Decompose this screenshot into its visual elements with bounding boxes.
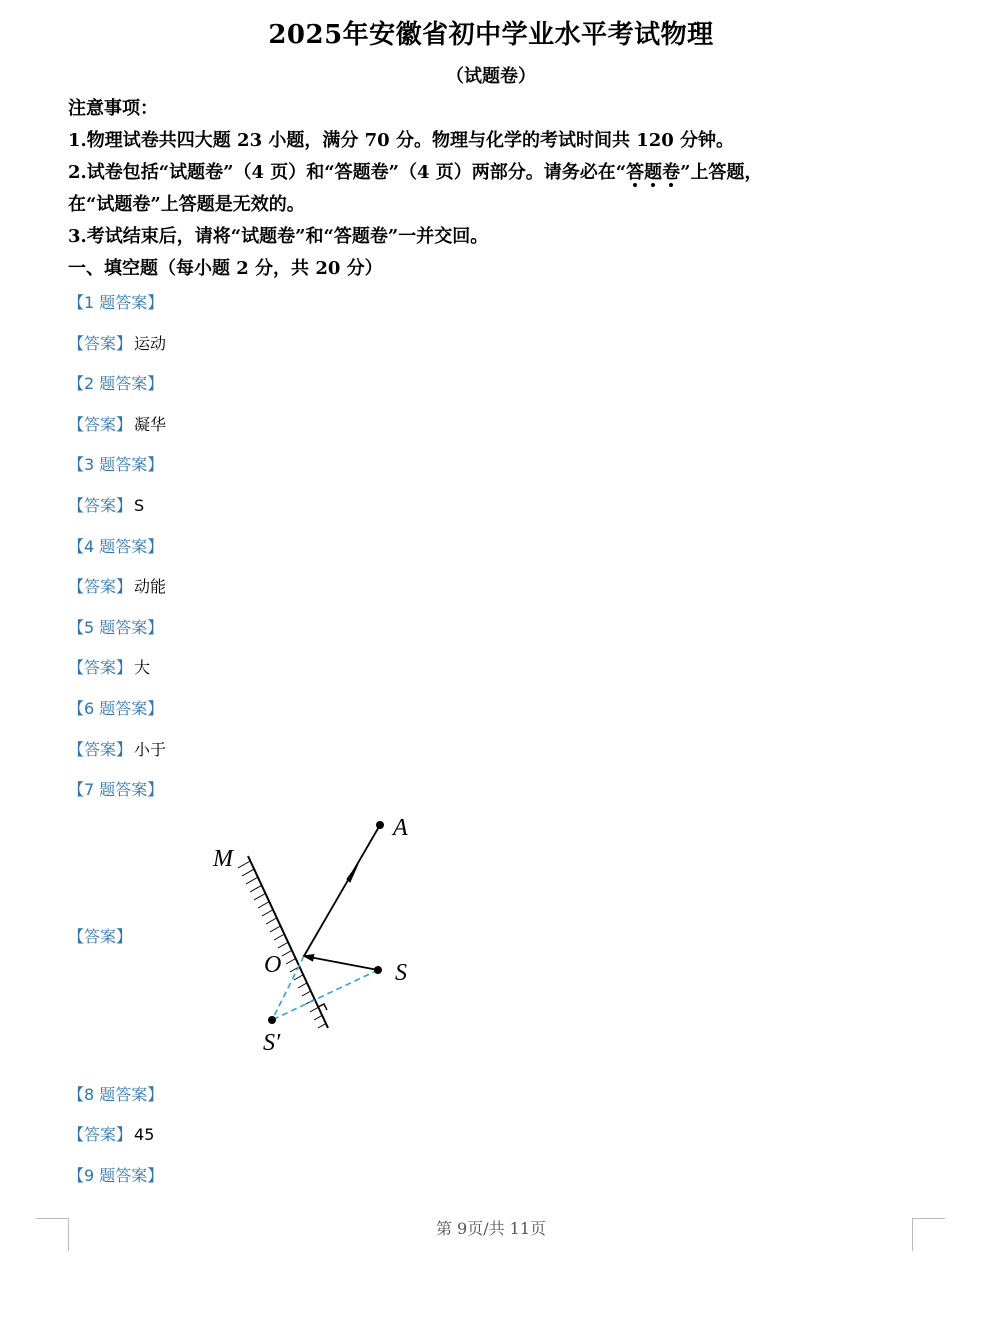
- label-O: O: [264, 951, 282, 978]
- answer-row: [68, 1120, 918, 1161]
- label-A: A: [393, 815, 408, 841]
- question-label: [68, 450, 918, 491]
- incident-ray: [304, 956, 378, 970]
- page-subtitle: （试题卷）: [446, 66, 536, 87]
- reflection-diagram: [138, 816, 438, 1080]
- page-footer: 第 9页/共 11页: [435, 1219, 547, 1238]
- answer-tag: 【答案】: [68, 926, 133, 946]
- emphasis-text: 答题卷: [626, 162, 681, 183]
- label-M: M: [213, 845, 233, 872]
- answer-tag: 【答案】: [68, 658, 133, 678]
- note-item-3: 3.考试结束后，请将“试题卷”和“答题卷”一并交回。: [68, 226, 489, 247]
- question-label: [68, 369, 918, 410]
- answer-value: 凝华: [134, 414, 167, 434]
- question-label: [68, 1080, 918, 1121]
- point-S: [374, 966, 382, 974]
- note-item-2-pre: 2.试卷包括“试题卷”（4 页）和“答题卷”（4 页）两部分。请务必在“: [68, 162, 627, 183]
- question-tag: 【7 题答案】: [68, 780, 164, 800]
- question-tag: 【9 题答案】: [68, 1165, 164, 1185]
- answer-value: S: [134, 495, 145, 515]
- emphasis-dots: [626, 183, 680, 189]
- answer-row: [68, 491, 918, 532]
- question-tag: 【5 题答案】: [68, 617, 164, 637]
- notes-section: [68, 93, 918, 285]
- answer-row: [68, 572, 918, 613]
- answer-tag: 【答案】: [68, 577, 133, 597]
- question-label: [68, 694, 918, 735]
- note-item-2: [68, 157, 918, 189]
- construction-dashes: [272, 956, 378, 1020]
- question-tag: 【3 题答案】: [68, 455, 164, 475]
- label-S: S: [395, 959, 407, 986]
- answer-tag: 【答案】: [68, 333, 133, 353]
- answer-row: [68, 410, 918, 451]
- question-label: [68, 532, 918, 573]
- answer-row: [68, 329, 918, 370]
- question-label: [68, 1161, 918, 1202]
- mirror-line: [248, 856, 328, 1028]
- reflected-ray: [304, 825, 380, 956]
- point-A: [376, 821, 384, 829]
- question-tag: 【6 题答案】: [68, 698, 164, 718]
- note-item-2-cont: 在“试题卷”上答题是无效的。: [68, 194, 305, 215]
- question-tag: 【4 题答案】: [68, 536, 164, 556]
- mirror-hatching: [238, 860, 332, 1028]
- answer-row: [68, 653, 918, 694]
- question-tag: 【1 题答案】: [68, 293, 164, 312]
- question-tag: 【8 题答案】: [68, 1084, 164, 1104]
- point-S-prime: [268, 1016, 276, 1024]
- emphasis-dotted-text: [626, 162, 680, 183]
- question-label: [68, 288, 918, 329]
- question-tag: 【2 题答案】: [68, 374, 164, 394]
- answer-figure-row: [68, 816, 918, 1080]
- answer-value: 运动: [134, 333, 167, 353]
- answer-value: 45: [134, 1125, 155, 1145]
- question-label: [68, 775, 918, 816]
- answer-tag: 【答案】: [68, 1125, 133, 1145]
- answer-tag: 【答案】: [68, 739, 133, 759]
- label-S-prime: S′: [263, 1029, 281, 1056]
- note-item-1: 1.物理试卷共四大题 23 小题，满分 70 分。物理与化学的考试时间共 120 分钟。: [68, 130, 735, 151]
- answers-list: [68, 288, 918, 1202]
- answer-value: 动能: [134, 577, 167, 597]
- page-title: 2025年安徽省初中学业水平考试物理: [268, 20, 714, 50]
- note-item-2-post: ”上答题，: [680, 162, 763, 183]
- answer-value: 小于: [134, 739, 167, 759]
- question-label: [68, 613, 918, 654]
- notes-heading: 注意事项：: [68, 98, 158, 119]
- answer-row: [68, 735, 918, 776]
- answer-tag: 【答案】: [68, 495, 133, 515]
- answer-tag: 【答案】: [68, 414, 133, 434]
- answer-value: 大: [134, 658, 151, 678]
- reflected-ray-arrow: [347, 864, 358, 882]
- section-heading: 一、填空题（每小题 2 分，共 20 分）: [68, 258, 383, 279]
